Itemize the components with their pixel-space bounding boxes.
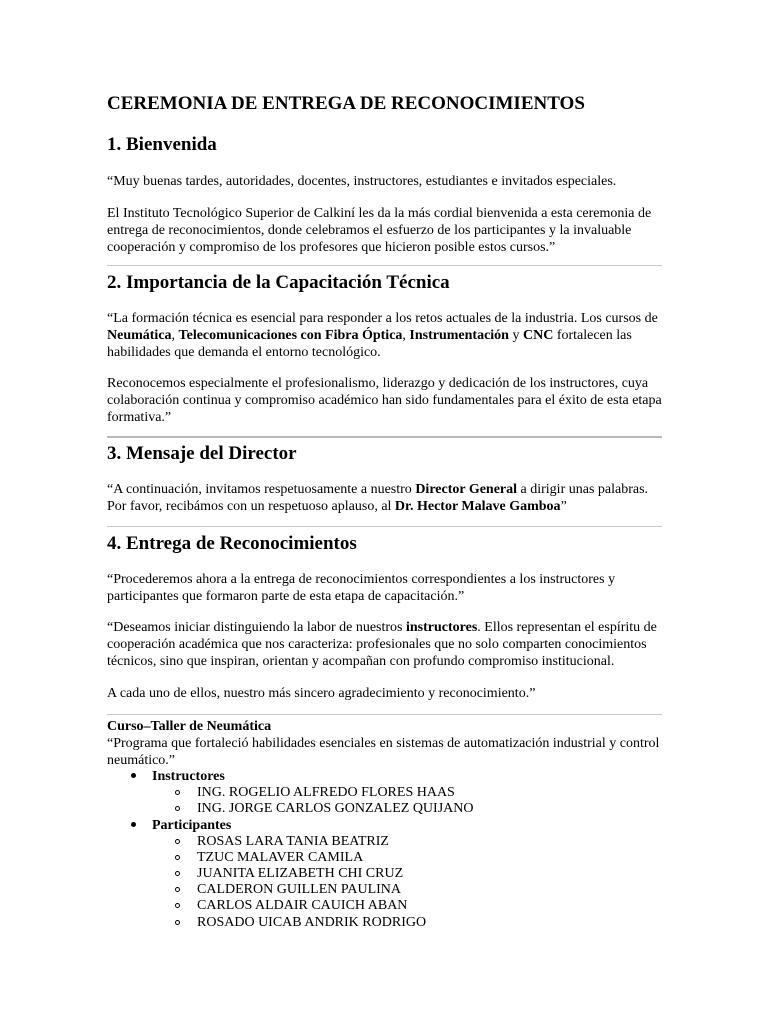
reconocimientos-paragraph-2: “Deseamos iniciar distinguiendo la labor de nuestros instructores. Ellos representan el espíritu de cooperación académica que nos caracteriza: profesionales que no solo comparten conocimientos técnicos, sino que inspiran, orientan y acompañan con profundo compromiso institucional.: [107, 620, 657, 669]
participant-item: ROSADO UICAB ANDRIK RODRIGO: [197, 915, 427, 930]
reconocimientos-paragraph-3: A cada uno de ellos, nuestro más sincero agradecimiento y reconocimiento.”: [107, 686, 536, 701]
participant-item: ROSAS LARA TANIA BEATRIZ: [197, 834, 389, 849]
bullet-circle-icon: [175, 790, 180, 795]
instructor-item: ING. ROGELIO ALFREDO FLORES HAAS: [197, 785, 455, 800]
course-title: Curso–Taller de Neumática: [107, 719, 272, 734]
bienvenida-paragraph-2: El Instituto Tecnológico Superior de Calkiní les da la más cordial bienvenida a esta ceremonia de entrega de reconocimientos, donde celebramos el esfuerzo de los participantes y la invaluable cooperación y compromiso de los profesores que hicieron posible estos cursos.”: [107, 206, 652, 255]
divider: [107, 436, 662, 438]
capacitacion-paragraph-2: Reconocemos especialmente el profesionalismo, liderazgo y dedicación de los instructores, cuya colaboración continua y compromiso académico han sido fundamentales para el éxito de esta etapa formativa.”: [107, 376, 662, 425]
course-name-neumatica: Neumática: [107, 328, 172, 343]
section-heading-capacitacion: 2. Importancia de la Capacitación Técnica: [107, 272, 450, 293]
bullet-circle-icon: [175, 871, 180, 876]
bienvenida-paragraph-1: “Muy buenas tardes, autoridades, docentes, instructores, estudiantes e invitados especiales.: [107, 174, 617, 189]
bullet-circle-icon: [175, 806, 180, 811]
bullet-circle-icon: [175, 887, 180, 892]
bullet-circle-icon: [175, 920, 180, 925]
course-description: “Programa que fortaleció habilidades esenciales en sistemas de automatización industrial y control neumático.”: [107, 736, 660, 768]
divider: [107, 714, 662, 715]
divider: [107, 265, 662, 266]
document-title: CEREMONIA DE ENTREGA DE RECONOCIMIENTOS: [107, 93, 585, 114]
capacitacion-paragraph-1: “La formación técnica es esencial para responder a los retos actuales de la industria. Los cursos de Neumática, Telecomunicaciones con Fibra Óptica, Instrumentación y CNC fortalecen las habilidades que demanda el entorno tecnológico.: [107, 311, 658, 360]
divider: [107, 526, 662, 527]
section-heading-director: 3. Mensaje del Director: [107, 443, 297, 464]
section-heading-reconocimientos: 4. Entrega de Reconocimientos: [107, 533, 357, 554]
course-name-instrumentacion: Instrumentación: [409, 328, 509, 343]
section-heading-bienvenida: 1. Bienvenida: [107, 134, 217, 155]
director-paragraph: “A continuación, invitamos respetuosamente a nuestro Director General a dirigir unas palabras. Por favor, recibámos con un respetuoso aplauso, al Dr. Hector Malave Gamboa”: [107, 482, 649, 514]
participant-item: TZUC MALAVER CAMILA: [197, 850, 364, 865]
bullet-circle-icon: [175, 903, 180, 908]
bullet-disc-icon: [131, 822, 136, 827]
participants-label: Participantes: [152, 818, 232, 833]
participant-item: CARLOS ALDAIR CAUICH ABAN: [197, 898, 408, 913]
course-name-cnc: CNC: [522, 328, 554, 343]
participant-item: CALDERON GUILLEN PAULINA: [197, 882, 402, 897]
instructor-item: ING. JORGE CARLOS GONZALEZ QUIJANO: [197, 801, 474, 816]
director-title: Director General: [415, 482, 518, 497]
director-name: Dr. Hector Malave Gamboa: [394, 499, 561, 514]
instructores-emphasis: instructores: [405, 620, 478, 635]
instructors-label: Instructores: [152, 769, 225, 784]
course-name-fibra-optica: Telecomunicaciones con Fibra Óptica: [178, 328, 403, 343]
participant-item: JUANITA ELIZABETH CHI CRUZ: [197, 866, 404, 881]
bullet-disc-icon: [131, 773, 136, 778]
bullet-circle-icon: [175, 855, 180, 860]
reconocimientos-paragraph-1: “Procederemos ahora a la entrega de reconocimientos correspondientes a los instructores y participantes que formaron parte de esta etapa de capacitación.”: [107, 572, 616, 604]
bullet-circle-icon: [175, 839, 180, 844]
